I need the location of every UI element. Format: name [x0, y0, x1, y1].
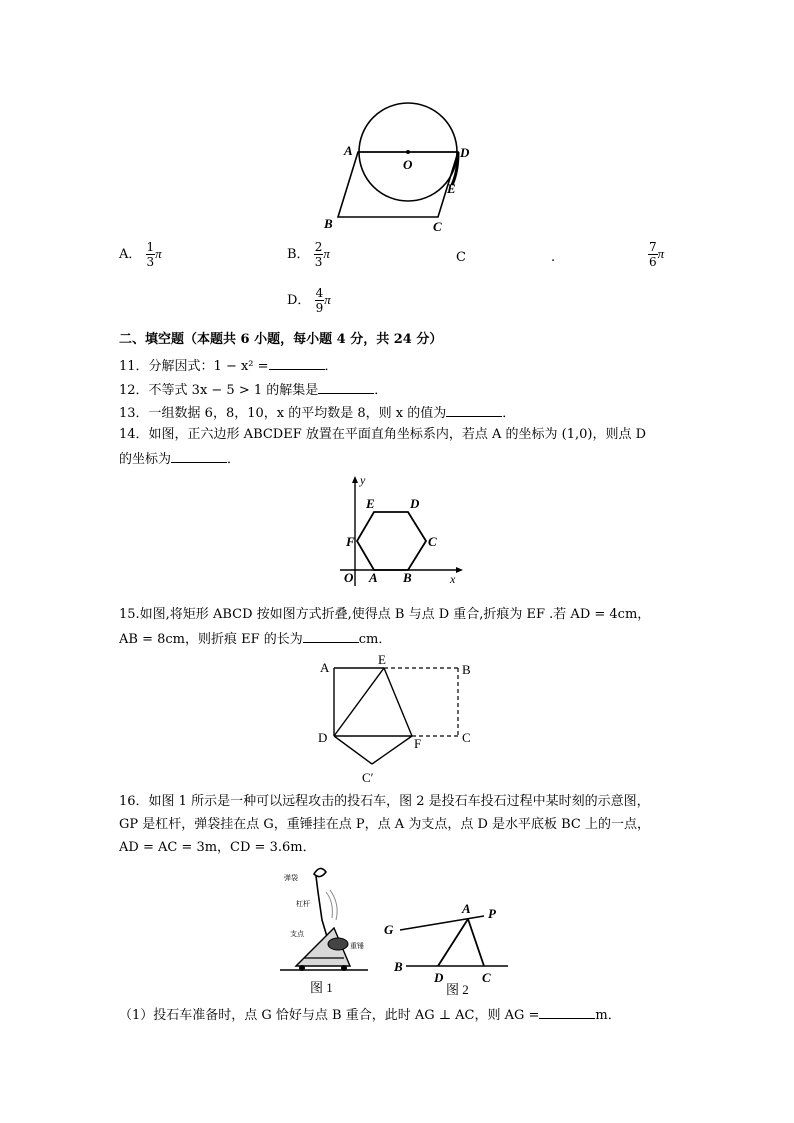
label-b: B — [394, 959, 403, 974]
option-c-dot — [551, 249, 555, 267]
fig2-caption: 图 2 — [446, 982, 469, 997]
question-12 — [119, 380, 387, 400]
option-b-denominator: 3 — [314, 255, 323, 269]
label-pivot: 支点 — [290, 930, 304, 938]
side-ac — [468, 919, 484, 966]
label-e: E — [447, 181, 456, 196]
q11-end: ． — [324, 359, 338, 374]
pouch-hook-icon — [314, 868, 326, 876]
hexagon-axes-figure — [330, 474, 470, 590]
q13-end: ． — [502, 406, 516, 421]
circle-parallelogram-figure — [320, 100, 480, 240]
label-pouch: 弹袋 — [284, 874, 298, 882]
label-d: D — [410, 496, 420, 511]
edge-fcp — [372, 736, 412, 764]
option-b-letter: B． — [287, 247, 310, 262]
q12-end: ． — [374, 383, 388, 398]
label-b: B — [324, 216, 333, 231]
fig1-caption: 图 1 — [310, 980, 333, 995]
question-16-line2: GP 是杠杆，弹袋挂在点 G，重锤挂在点 P，点 A 为支点，点 D 是水平底板 BC 上的一点， — [119, 817, 651, 832]
label-b: B — [403, 570, 412, 585]
label-o: O — [403, 157, 413, 172]
option-c — [456, 249, 466, 267]
option-d-letter: D． — [287, 293, 311, 308]
hexagon-abcdef — [357, 512, 426, 570]
label-e: E — [378, 652, 386, 667]
q14-blank[interactable] — [171, 449, 227, 463]
q15-end: cm． — [358, 632, 392, 647]
q11-text: 11．分解因式：1 − x² = — [119, 359, 269, 374]
label-c: C — [482, 970, 491, 985]
q13-blank[interactable] — [446, 403, 502, 417]
label-e: E — [366, 496, 375, 511]
q16-1-end: m． — [595, 1008, 621, 1023]
option-c-numerator: 7 — [649, 240, 657, 254]
edge-ed — [334, 668, 384, 736]
catapult-figure-2 — [384, 894, 520, 998]
label-f: F — [346, 534, 355, 549]
option-b-numerator: 2 — [314, 240, 323, 254]
label-a: A — [320, 660, 330, 675]
option-a — [119, 240, 162, 269]
option-c-pi: π — [657, 246, 665, 261]
question-14-line1: 14．如图，正六边形 ABCDEF 放置在平面直角坐标系内，若点 A 的坐标为 (1,0)，则点 D — [119, 427, 647, 442]
question-16-line3: AD = AC = 3m，CD = 3.6m． — [119, 840, 316, 855]
option-d-numerator: 4 — [315, 286, 324, 300]
q14-end: ． — [227, 452, 241, 467]
label-a: A — [369, 570, 378, 585]
question-16-line1: 16．如图 1 所示是一种可以远程攻击的投石车，图 2 是投石车投石过程中某时刻的示意图， — [119, 794, 650, 809]
label-p: P — [488, 906, 496, 921]
q14-line2-text: 的坐标为 — [119, 452, 172, 467]
question-14-line2 — [119, 449, 240, 469]
q13-text: 13．一组数据 6，8，10，x 的平均数是 8，则 x 的值为 — [119, 406, 447, 421]
option-c-denominator: 6 — [649, 255, 657, 269]
question-15-line1: 15.如图,将矩形 ABCD 按如图方式折叠,使得点 B 与点 D 重合,折痕为 EF .若 AD = 4cm， — [119, 607, 651, 622]
option-b-pi: π — [323, 246, 330, 261]
question-13 — [119, 403, 515, 423]
side-ad — [438, 919, 468, 966]
motion-trace — [326, 890, 337, 920]
wheel-left — [299, 965, 305, 971]
option-d-fraction — [315, 286, 325, 315]
section-heading: 二、填空题（本题共 6 小题，每小题 4 分，共 24 分） — [119, 332, 443, 347]
label-b: B — [462, 662, 471, 677]
label-y: y — [360, 474, 366, 487]
label-weight: 重锤 — [350, 942, 364, 950]
edge-dcp — [334, 736, 372, 764]
option-a-numerator: 1 — [146, 240, 155, 254]
q15-blank[interactable] — [303, 629, 359, 643]
question-15-line2 — [119, 629, 391, 649]
label-d: D — [460, 145, 470, 160]
option-a-fraction — [146, 240, 156, 269]
q16-1-blank[interactable] — [539, 1005, 595, 1019]
q15-line2-text: AB = 8cm，则折痕 EF 的长为 — [119, 632, 303, 647]
option-c-letter: C — [456, 250, 466, 265]
q11-blank[interactable] — [269, 356, 325, 370]
throwing-arm — [316, 876, 328, 940]
label-g: G — [384, 922, 394, 937]
x-arrow — [456, 567, 463, 573]
catapult-figure-1 — [274, 862, 374, 998]
label-c: C — [462, 730, 471, 745]
option-a-denominator: 3 — [146, 255, 155, 269]
q12-blank[interactable] — [318, 380, 374, 394]
label-o: O — [344, 570, 354, 585]
option-d-pi: π — [324, 292, 331, 307]
label-lever: 杠杆 — [296, 900, 310, 908]
label-a: A — [462, 901, 471, 916]
option-a-pi: π — [155, 246, 162, 261]
edge-ef — [384, 668, 412, 736]
weight-box — [328, 938, 348, 950]
y-arrow — [352, 476, 358, 483]
option-a-letter: A． — [119, 247, 142, 262]
question-16-part1 — [119, 1005, 621, 1025]
label-c: C — [433, 219, 442, 234]
label-d: D — [318, 730, 328, 745]
q12-text: 12．不等式 3x − 5 > 1 的解集是 — [119, 383, 319, 398]
option-c-dot-text: . — [551, 250, 556, 265]
option-c-fraction — [648, 240, 658, 269]
q16-1-text: （1）投石车准备时，点 G 恰好与点 B 重合，此时 AG ⊥ AC，则 AG = — [119, 1008, 540, 1023]
label-f: F — [414, 736, 422, 751]
label-c: C — [428, 534, 437, 549]
option-b — [287, 240, 330, 269]
label-c-prime: C′ — [362, 770, 374, 785]
parallelogram-abcd — [338, 152, 458, 217]
option-c-value — [648, 240, 664, 269]
option-d — [287, 286, 331, 315]
option-d-denominator: 9 — [315, 301, 324, 315]
wheel-right — [341, 965, 347, 971]
question-11 — [119, 356, 338, 376]
label-a: A — [344, 143, 353, 158]
folded-rectangle-figure — [312, 652, 484, 792]
label-d: D — [434, 970, 444, 985]
option-b-fraction — [314, 240, 324, 269]
label-x: x — [450, 572, 456, 586]
